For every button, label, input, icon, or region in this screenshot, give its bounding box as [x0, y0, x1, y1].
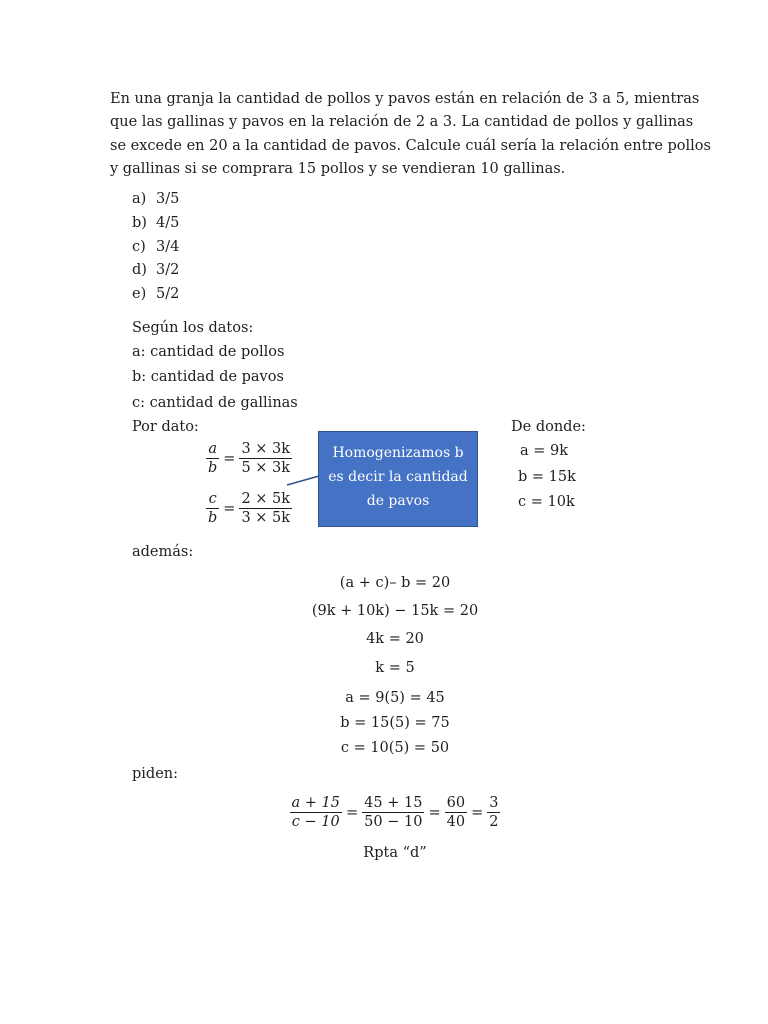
- equation-1: (a + c)– b = 20: [339, 575, 451, 591]
- numerator: 3 × 3k: [241, 441, 291, 457]
- option-value: 3/4: [156, 239, 180, 255]
- problem-line: que las gallinas y pavos en la relación de 2 a 3. La cantidad de pollos y gallinas: [110, 114, 694, 131]
- callout-line: Homogenizamos b: [332, 445, 464, 461]
- value-c: c = 10k: [518, 494, 575, 510]
- piden-label: piden:: [132, 766, 179, 782]
- result-a: a = 9(5) = 45: [345, 690, 445, 706]
- value-a: a = 9k: [520, 443, 569, 459]
- option-label: c): [132, 239, 146, 255]
- option-value: 3/2: [156, 262, 180, 278]
- fraction: [362, 795, 424, 831]
- por-dato-label: Por dato:: [132, 419, 199, 435]
- numerator: 3: [489, 795, 499, 811]
- answer: Rpta “d”: [363, 845, 427, 861]
- option-label: b): [132, 215, 147, 231]
- denominator: 5 × 3k: [241, 460, 291, 476]
- option-value: 5/2: [156, 286, 180, 302]
- problem-line: se excede en 20 a la cantidad de pavos. Calcule cuál sería la relación entre pollos: [110, 137, 711, 154]
- segun-datos-heading: Según los datos:: [132, 320, 254, 336]
- numerator: a: [206, 441, 219, 459]
- equals-sign: =: [223, 451, 236, 467]
- numerator: a + 15: [291, 795, 341, 811]
- denominator: 50 − 10: [364, 814, 423, 830]
- equals-sign: =: [471, 805, 484, 821]
- de-donde-label: De donde:: [511, 419, 586, 435]
- definition-b: b: cantidad de pavos: [132, 369, 284, 385]
- option-label: e): [132, 286, 147, 302]
- value-b: b = 15k: [518, 469, 576, 485]
- denominator: 2: [489, 814, 499, 830]
- problem-line: y gallinas si se comprara 15 pollos y se vendieran 10 gallinas.: [110, 160, 566, 177]
- fraction: [290, 795, 342, 831]
- result-c: c = 10(5) = 50: [340, 740, 450, 756]
- equals-sign: =: [428, 805, 441, 821]
- ademas-label: además:: [132, 544, 194, 560]
- homogenize-callout: [318, 431, 478, 527]
- numerator: 60: [446, 795, 466, 811]
- problem-line: En una granja la cantidad de pollos y pavos están en relación de 3 a 5, mientras: [110, 91, 700, 107]
- fraction: [487, 795, 500, 831]
- result-b: b = 15(5) = 75: [340, 715, 450, 731]
- equals-sign: =: [223, 501, 236, 517]
- option-label: a): [132, 191, 147, 207]
- option-label: d): [132, 262, 147, 278]
- denominator: 3 × 5k: [241, 510, 291, 526]
- callout-line: es decir la cantidad: [328, 469, 468, 485]
- definition-a: a: cantidad de pollos: [132, 344, 285, 360]
- callout-line: de pavos: [366, 493, 430, 509]
- denominator: 40: [446, 814, 466, 830]
- final-fraction-chain: [0, 795, 768, 831]
- option-value: 3/5: [156, 191, 180, 207]
- option-value: 4/5: [156, 215, 180, 231]
- denominator: b: [208, 510, 218, 526]
- equals-sign: =: [346, 805, 359, 821]
- numerator: 2 × 5k: [241, 491, 291, 507]
- equation-3: 4k = 20: [366, 631, 424, 647]
- equation-4: k = 5: [375, 660, 415, 676]
- denominator: b: [208, 460, 218, 476]
- equation-2: (9k + 10k) − 15k = 20: [311, 603, 479, 619]
- numerator: 45 + 15: [364, 795, 423, 811]
- denominator: c − 10: [291, 814, 340, 830]
- definition-c: c: cantidad de gallinas: [132, 395, 298, 411]
- numerator: c: [206, 491, 219, 509]
- fraction: [445, 795, 467, 831]
